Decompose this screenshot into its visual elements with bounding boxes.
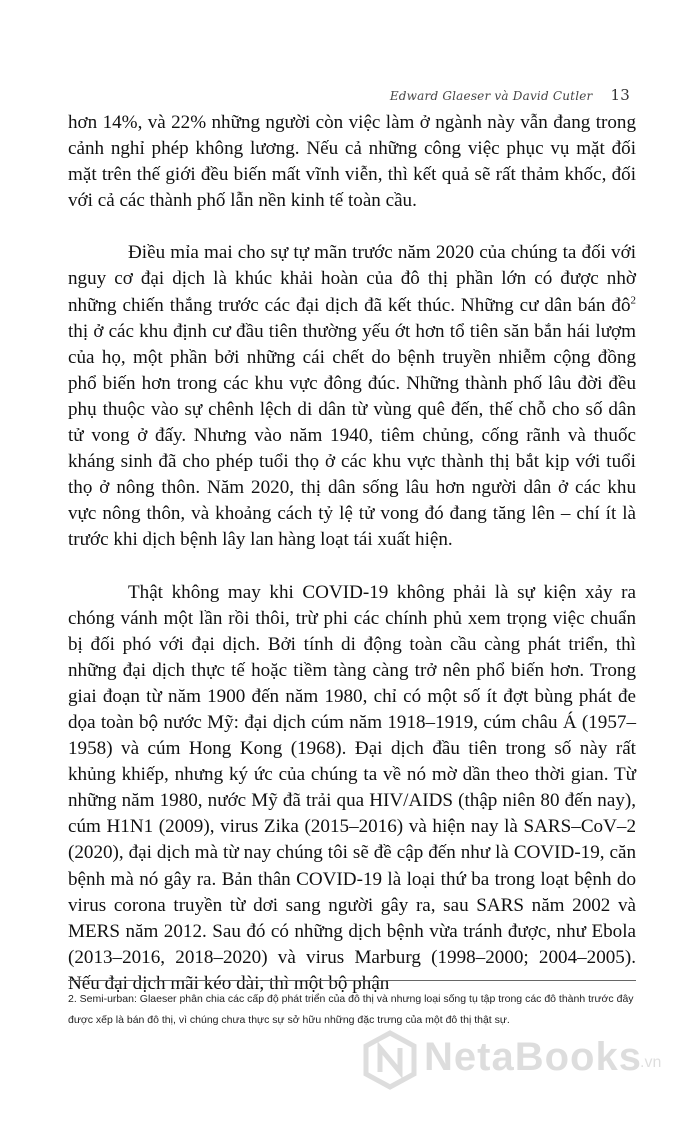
- watermark-brand: NetaBooks: [424, 1035, 642, 1079]
- paragraph-2: [68, 240, 636, 553]
- paragraph-3: Thật không may khi COVID-19 không phải là sự kiện xảy ra chóng vánh một lần rồi thôi, trừ phi các chính phủ xem trọng việc chuẩn bị đối phó với đại dịch. Bởi tính di động toàn cầu càng phát triển, thì những đại dịch thực tế hoặc tiềm tàng càng trở nên phổ biến hơn. Trong giai đoạn từ năm 1900 đến năm 1980, chỉ có một số ít đợt bùng phát đe dọa toàn bộ nước Mỹ: đại dịch cúm năm 1918–1919, cúm châu Á (1957–1958) và cúm Hong Kong (1968). Đại dịch đầu tiên trong số này rất khủng khiếp, nhưng ký ức của chúng ta về nó mờ dần theo thời gian. Từ những năm 1980, nước Mỹ đã trải qua HIV/AIDS (thập niên 80 đến nay), cúm H1N1 (2009), virus Zika (2015–2016) và hiện nay là SARS–CoV–2 (2020), đại dịch mà từ nay chúng tôi sẽ đề cập đến như là COVID-19, căn bệnh mà nó gây ra. Bản thân COVID-19 là loại thứ ba trong loạt bệnh do virus corona truyền từ dơi sang người gây ra, sau SARS năm 2002 và MERS năm 2012. Sau đó có những dịch bệnh vừa tránh được, như Ebola (2013–2016, 2018–2020) và virus Marburg (1998–2000; 2004–2005). Nếu đại dịch mãi kéo dài, thì một bộ phận: [68, 581, 636, 994]
- footnote-divider: [68, 980, 636, 981]
- body-text: [68, 110, 636, 997]
- watermark: [362, 1030, 672, 1090]
- running-header: [390, 86, 630, 104]
- paragraph-1: hơn 14%, và 22% những người còn việc làm ở ngành này vẫn đang trong cảnh nghỉ phép không lương. Nếu cả những công việc phục vụ mặt đối mặt trên thế giới đều biến mất vĩnh viễn, thì kết quả sẽ rất thảm khốc, đối với cả các thành phố lẫn nền kinh tế toàn cầu.: [68, 112, 636, 212]
- watermark-suffix: .vn: [640, 1054, 662, 1071]
- page-number: 13: [610, 86, 630, 104]
- footnote-ref: 2: [630, 294, 636, 307]
- hexagon-n-logo-icon: [362, 1030, 418, 1090]
- paragraph-2-end: thị ở các khu định cư đầu tiên thường yếu ớt hơn tổ tiên săn bắn hái lượm của họ, một phần bởi những cái chết do bệnh truyền nhiễm cộng đồng phổ biến hơn trong các khu vực đông đúc. Những thành phố lâu đời đều phụ thuộc vào sự chênh lệch di dân từ vùng quê đến, thế chỗ cho số dân tử vong ở đấy. Nhưng vào năm 1940, tiêm chủng, cống rãnh và thuốc kháng sinh đã cho phép tuổi thọ ở các khu vực thành thị bắt kịp với tuổi thọ ở nông thôn. Năm 2020, thị dân sống lâu hơn người dân ở các khu vực nông thôn, và khoảng cách tỷ lệ tử vong đó đang tăng lên – chí ít là trước khi dịch bệnh lây lan hàng loạt tái xuất hiện.: [68, 320, 636, 551]
- header-authors: Edward Glaeser và David Cutler: [389, 89, 593, 103]
- footnote: 2. Semi-urban: Glaeser phân chia các cấp độ phát triển của đô thị và nhưng loại sống tụ tập trong các đô thành trước đây được xếp là bán đô thị, vì chúng chưa thực sự sở hữu những đặc trưng của một đô thị thật sự.: [68, 993, 634, 1026]
- paragraph-2-start: Điều mỉa mai cho sự tự mãn trước năm 2020 của chúng ta đối với nguy cơ đại dịch là khúc khải hoàn của đô thị phần lớn có được nhờ những chiến thắng trước các đại dịch đã kết thúc. Những cư dân bán đô: [68, 242, 636, 316]
